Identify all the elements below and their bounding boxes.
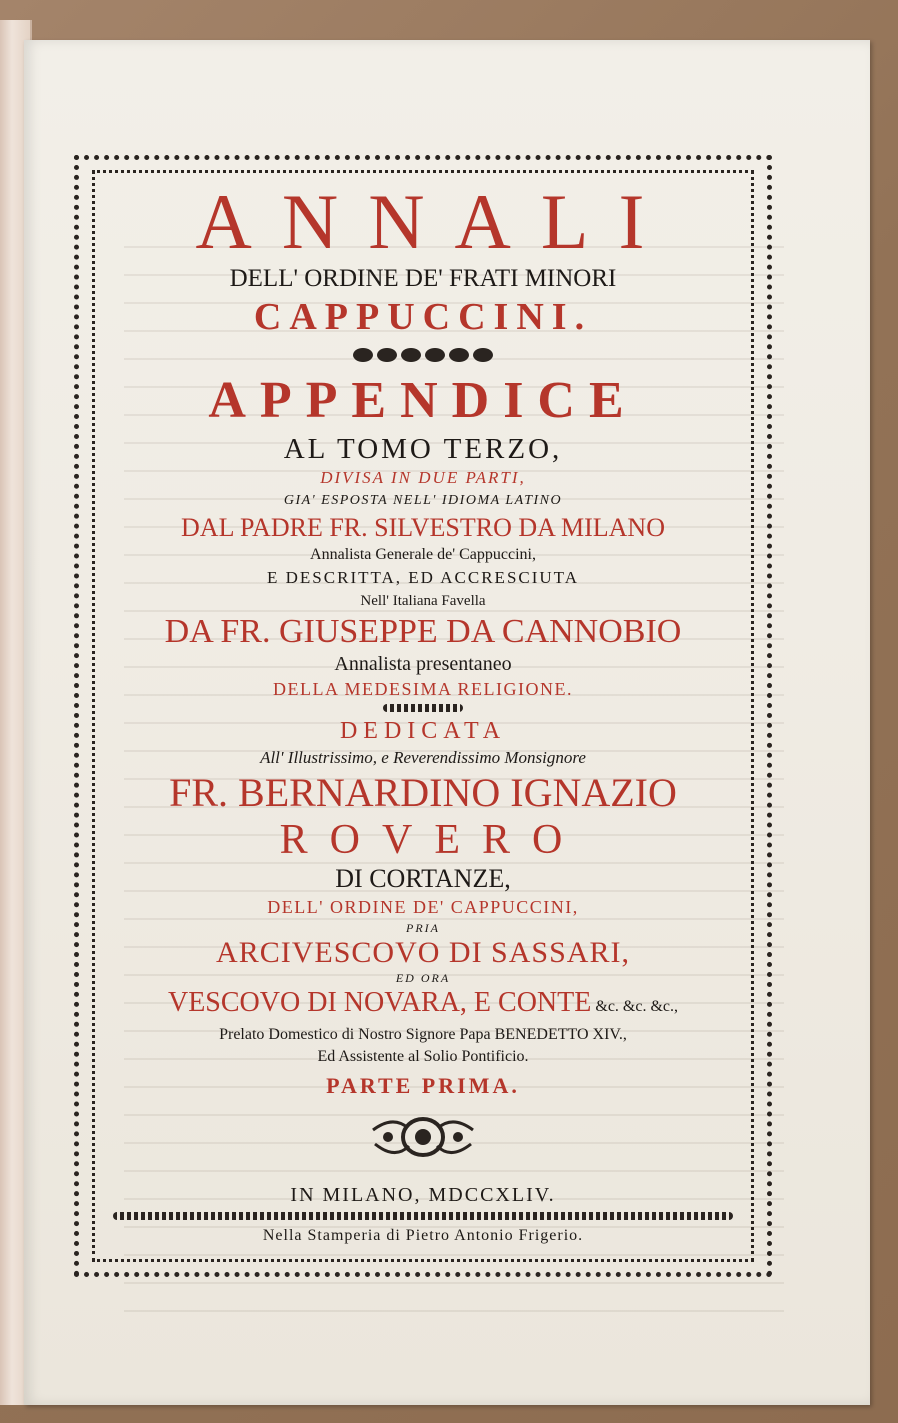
prelato-line: Prelato Domestico di Nostro Signore Papa BENEDETTO XIV., [219,1026,627,1043]
ornament-piece [401,348,421,362]
religione-line: DELLA MEDESIMA RELIGIONE. [273,679,573,699]
title-page-content [96,180,750,1255]
ed-ora-line: ED ORA [395,971,451,985]
etc-text: &c. &c. &c., [595,998,679,1015]
vescovo-text: VESCOVO DI NOVARA, E CONTE [167,987,592,1018]
floral-vignette [363,1110,483,1164]
ordine-line: DELL' ORDINE DE' CAPPUCCINI, [267,897,579,917]
arcivescovo-line: ARCIVESCOVO DI SASSARI, [216,936,630,969]
dedicata-line: DEDICATA [339,718,507,744]
subtitle-line-1: DELL' ORDINE DE' FRATI MINORI [229,265,617,292]
padre-line: DAL PADRE FR. SILVESTRO DA MILANO [181,513,665,542]
presentaneo-line: Annalista presentaneo [334,653,512,675]
ornament-piece [473,348,493,362]
pria-line: PRIA [406,921,440,935]
imprint-printer: Nella Stamperia di Pietro Antonio Frigerio. [262,1227,584,1244]
vescovo-line [96,986,750,1024]
subtitle-line-2: CAPPUCCINI. [253,296,593,338]
ornament-piece [377,348,397,362]
ornament-piece [449,348,469,362]
main-title: ANNALI [195,178,675,265]
ornament-piece [353,348,373,362]
ornament-piece [425,348,445,362]
tomo-line: AL TOMO TERZO, [283,433,563,465]
parte-prima-line: PARTE PRIMA. [326,1073,520,1098]
ornament-rule-small [383,704,463,712]
monsignore-line: All' Illustrissimo, e Reverendissimo Monsignore [260,748,586,767]
annalista-line: Annalista Generale de' Cappuccini, [310,546,536,563]
giuseppe-line: DA FR. GIUSEPPE DA CANNOBIO [164,613,682,650]
bernardino-line: FR. BERNARDINO IGNAZIO [169,770,677,815]
ornament-band-top [96,342,750,368]
appendice-heading: APPENDICE [208,372,638,429]
divisa-line: DIVISA IN DUE PARTI, [320,468,526,487]
ornament-rule-long [113,1212,733,1220]
imprint-place: IN MILANO, MDCCXLIV. [290,1184,556,1206]
cortanze-line: DI CORTANZE, [335,864,511,893]
esposta-line: GIA' ESPOSTA NELL' IDIOMA LATINO [283,493,563,508]
rovero-line: ROVERO [279,817,585,863]
favella-line: Nell' Italiana Favella [360,593,486,609]
assistente-line: Ed Assistente al Solio Pontificio. [317,1048,529,1065]
descritta-line: E DESCRITTA, ED ACCRESCIUTA [267,568,579,587]
